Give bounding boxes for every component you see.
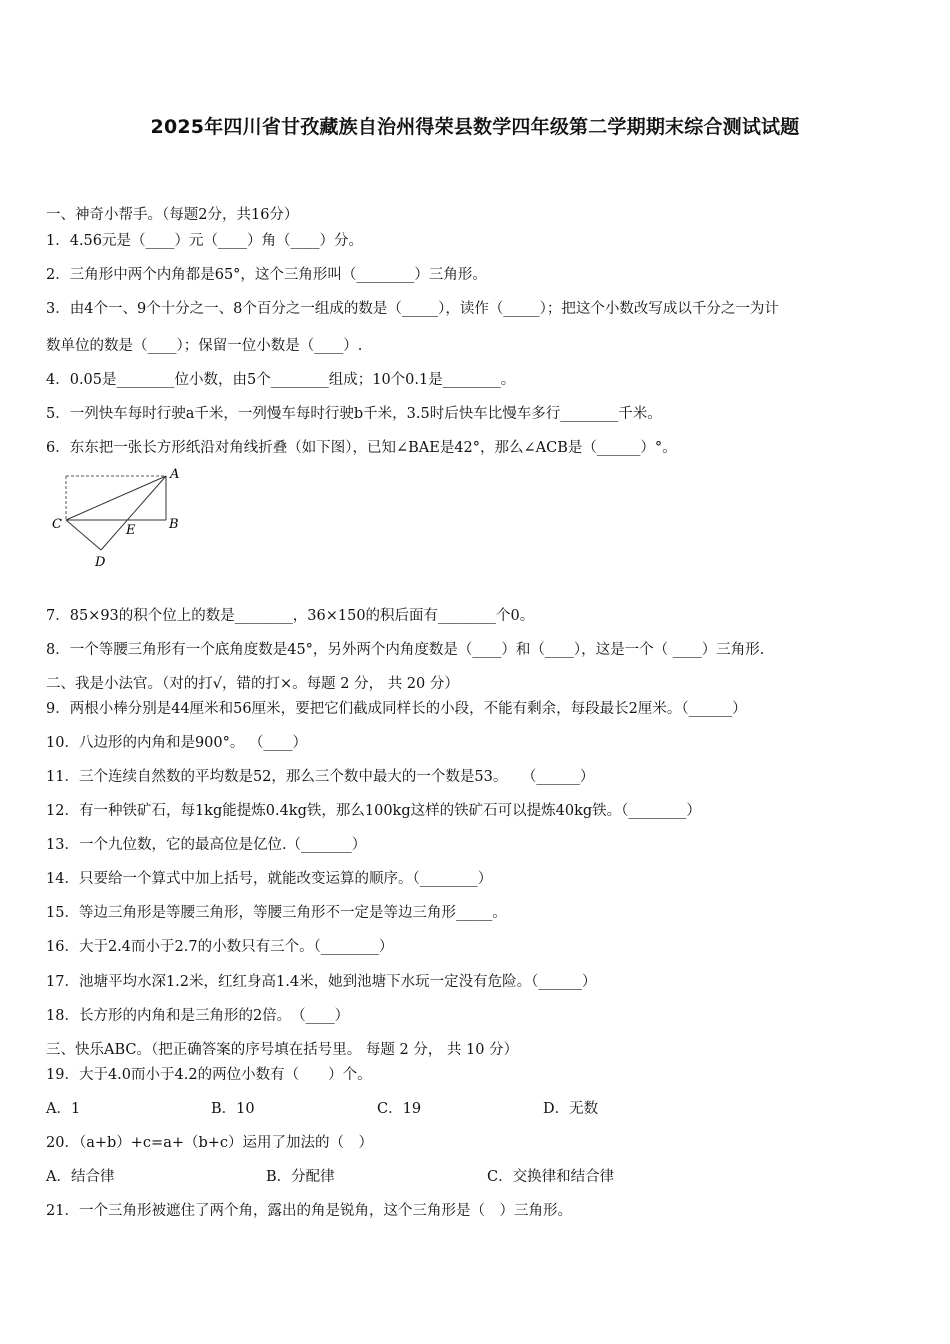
label-a: A (170, 467, 180, 482)
question-18: 18．长方形的内角和是三角形的2倍。 （____） (46, 1008, 350, 1024)
page-title: 2025年四川省甘孜藏族自治州得荣县数学四年级第二学期期末综合测试试题 (150, 116, 800, 138)
label-b: B (169, 517, 179, 532)
question-21: 21．一个三角形被遮住了两个角，露出的角是锐角，这个三角形是（ ）三角形。 (46, 1203, 572, 1219)
question-3: 3．由4个一、9个十分之一、8个百分之一组成的数是（_____），读作（_____）；把这个小数改写成以千分之一为计 (46, 301, 779, 317)
question-10: 10．八边形的内角和是900°。 （____） (46, 735, 307, 751)
option-19-b: B．10 (211, 1101, 255, 1117)
question-7: 7．85×93的积个位上的数是________，36×150的积后面有________个0。 (46, 608, 535, 624)
diagonal-ca (66, 476, 166, 520)
question-5: 5．一列快车每时行驶a千米，一列慢车每时行驶b千米，3.5时后快车比慢车多行________千米。 (46, 406, 662, 422)
question-20: 20．（a+b）+c=a+（b+c）运用了加法的（ ） (46, 1135, 374, 1151)
question-9: 9．两根小棒分别是44厘米和56厘米，要把它们截成同样长的小段，不能有剩余，每段最长2厘米。（______） (46, 701, 747, 717)
option-19-a: A．1 (46, 1101, 81, 1117)
question-16: 16．大于2.4而小于2.7的小数只有三个。（________） (46, 939, 394, 955)
question-1: 1．4.56元是（____）元（____）角（____）分。 (46, 233, 364, 249)
question-2: 2．三角形中两个内角都是65°，这个三角形叫（________）三角形。 (46, 267, 487, 283)
option-19-d: D．无数 (543, 1101, 599, 1117)
section-heading-3: 三、快乐ABC。（把正确答案的序号填在括号里。 每题 2 分， 共 10 分） (46, 1042, 519, 1058)
question-4: 4．0.05是________位小数，由5个________组成；10个0.1是________。 (46, 372, 516, 388)
question-15: 15．等边三角形是等腰三角形，等腰三角形不一定是等边三角形_____。 (46, 905, 507, 921)
question-12: 12．有一种铁矿石，每1kg能提炼0.4kg铁，那么100kg这样的铁矿石可以提炼40kg铁。（________） (46, 803, 701, 819)
option-20-b: B．分配律 (266, 1169, 335, 1185)
question-19: 19．大于4.0而小于4.2的两位小数有（ ）个。 (46, 1067, 372, 1083)
option-20-c: C．交换律和结合律 (487, 1169, 615, 1185)
question-6: 6．东东把一张长方形纸沿对角线折叠（如下图），已知∠BAE是42°，那么∠ACB是（______）°。 (46, 440, 677, 456)
label-e: E (126, 523, 136, 538)
section-heading-2: 二、我是小法官。（对的打√，错的打×。每题 2 分， 共 20 分） (46, 676, 459, 692)
label-c: C (52, 517, 62, 532)
question-8: 8．一个等腰三角形有一个底角度数是45°，另外两个内角度数是（____）和（____），这是一个（ ____）三角形. (46, 642, 765, 658)
segment-da (101, 476, 166, 550)
question-17: 17．池塘平均水深1.2米，红红身高1.4米，她到池塘下水玩一定没有危险。（______） (46, 974, 597, 990)
label-d: D (95, 555, 106, 570)
option-20-a: A．结合律 (46, 1169, 115, 1185)
question-11: 11．三个连续自然数的平均数是52，那么三个数中最大的一个数是53。 （______） (46, 769, 595, 785)
section-heading-1: 一、神奇小帮手。（每题2分，共16分） (46, 207, 299, 223)
fold-diagram (46, 462, 196, 574)
option-19-c: C．19 (377, 1101, 422, 1117)
segment-cd (66, 520, 101, 550)
question-14: 14．只要给一个算式中加上括号，就能改变运算的顺序。（________） (46, 871, 493, 887)
question-3-cont: 数单位的数是（____）；保留一位小数是（____）. (46, 338, 363, 354)
question-13: 13．一个九位数，它的最高位是亿位.（_______） (46, 837, 367, 853)
